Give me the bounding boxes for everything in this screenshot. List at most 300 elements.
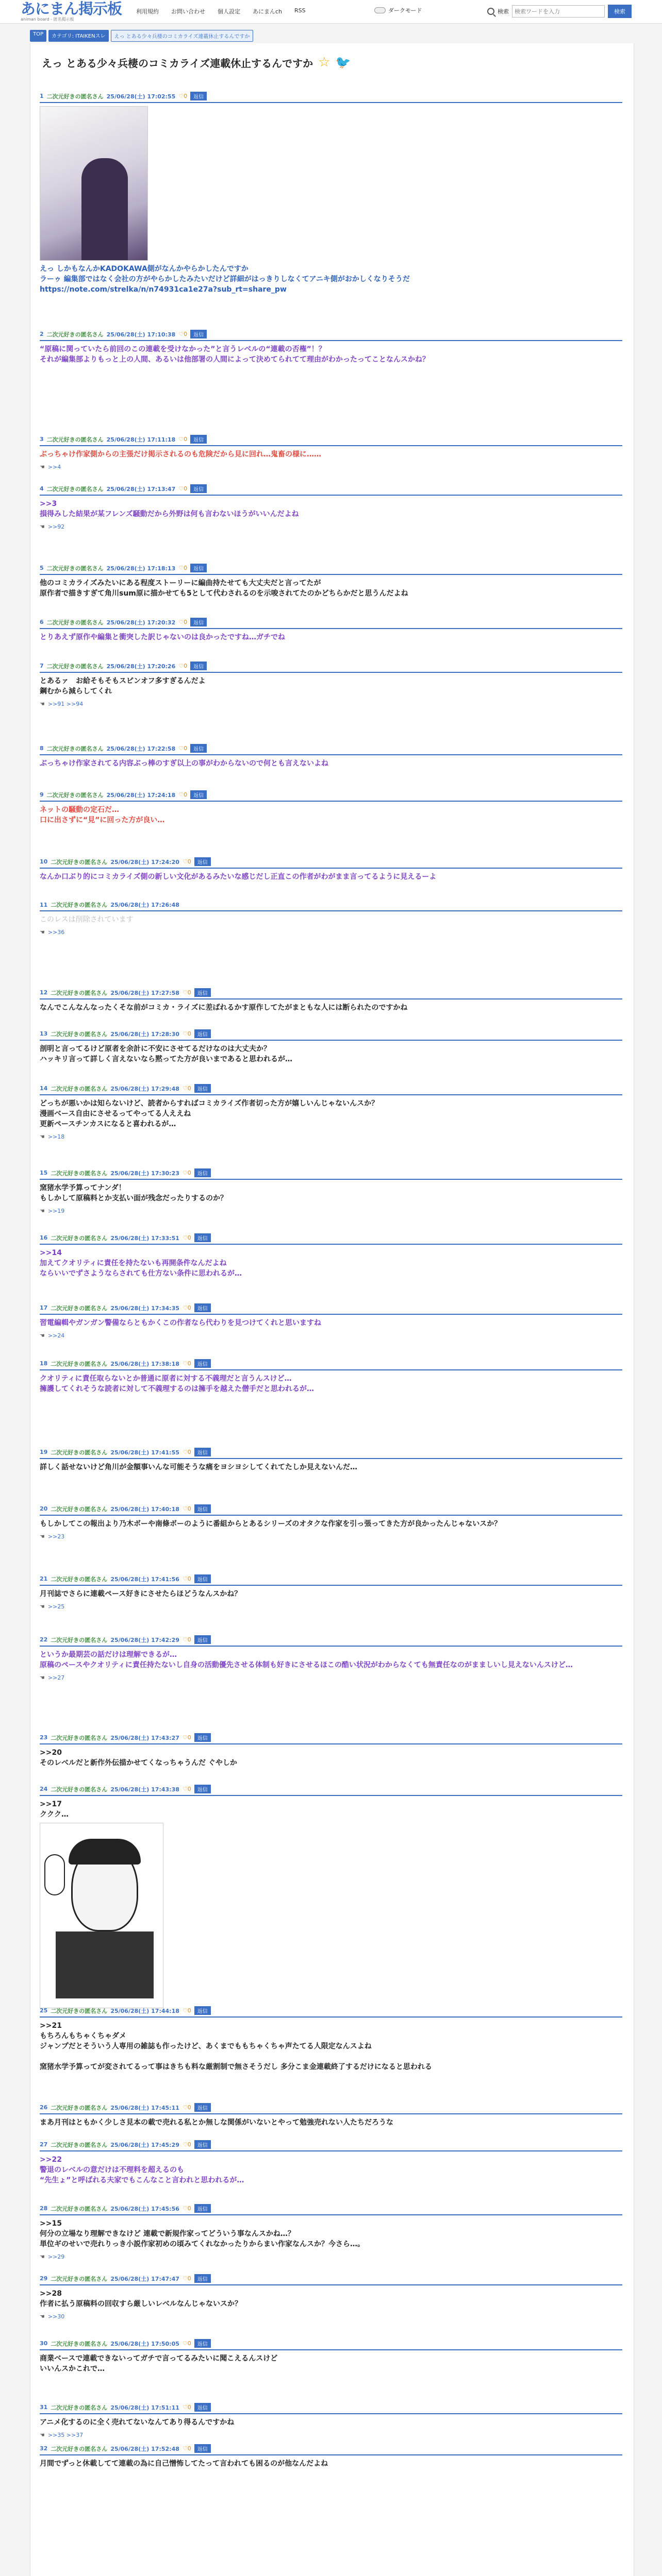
good-count-value: 0 (184, 93, 188, 99)
post-header (40, 988, 622, 999)
post-date: 25/06/28(土) 17:20:32 (106, 619, 176, 626)
reply-button[interactable]: 返信 (194, 1084, 211, 1093)
nav-terms[interactable]: 利用規約 (136, 8, 159, 15)
post (40, 484, 622, 530)
post-date: 25/06/28(土) 17:50:05 (110, 2340, 179, 2347)
post-number[interactable]: 15 (40, 1170, 48, 1176)
good-count[interactable]: ♡0 (178, 93, 188, 99)
good-count[interactable]: ♡0 (182, 1786, 191, 1792)
good-count-value: 0 (187, 858, 191, 865)
breadcrumb-category[interactable]: カテゴリ: ITAIKENスレ (48, 30, 109, 42)
post-header (40, 2403, 622, 2414)
good-count[interactable]: ♡0 (182, 1575, 191, 1582)
post-number[interactable]: 6 (40, 619, 44, 625)
backlink-anchors[interactable]: >>24 (47, 1332, 65, 1339)
post-number[interactable]: 25 (40, 2007, 48, 2014)
attached-image[interactable] (40, 1823, 163, 2008)
main-nav (136, 7, 306, 15)
post-number[interactable]: 2 (40, 331, 44, 337)
post-number[interactable]: 1 (40, 93, 44, 99)
thread-content (30, 43, 634, 2576)
post-header (40, 618, 622, 629)
post (40, 1233, 622, 1279)
post-number[interactable]: 18 (40, 1360, 48, 1367)
good-count[interactable]: ♡0 (178, 485, 188, 492)
post-number[interactable]: 14 (40, 1085, 48, 1092)
post (40, 1084, 622, 1140)
reply-button[interactable]: 返信 (194, 1504, 211, 1513)
post-author: 二次元好きの匿名さん (51, 989, 108, 996)
reply-button[interactable]: 返信 (190, 662, 207, 670)
post-author: 二次元好きの匿名さん (46, 663, 104, 670)
search-icon (487, 8, 494, 15)
post-body: えっ しかもなんかKADOKAWA側がなんかやらかしたんですか ラーゥ 編集部ではなく会社の方がやらかしたみたいだけど詳細がはっきりしなくてアニキ側がおかしくなりそうだ https://note.com/strelka/n/n74931ca1e27a?sub_rt=share_pw (40, 265, 410, 294)
good-count[interactable]: ♡0 (182, 1085, 191, 1092)
good-count-value: 0 (187, 1505, 191, 1512)
pointing-hand-icon: ☚ (40, 1533, 45, 1540)
post-number[interactable]: 8 (40, 745, 44, 752)
post (40, 2444, 622, 2469)
post-author: 二次元好きの匿名さん (51, 1304, 108, 1312)
good-count-value: 0 (187, 1360, 191, 1367)
reply-button[interactable]: 返信 (194, 1303, 211, 1312)
post-author: 二次元好きの匿名さん (51, 1170, 108, 1177)
good-count[interactable]: ♡0 (182, 1170, 191, 1176)
reply-button[interactable]: 返信 (194, 1635, 211, 1644)
post (40, 564, 622, 599)
backlink-anchors[interactable]: >>30 (47, 2313, 65, 2320)
good-count[interactable]: ♡0 (182, 1449, 191, 1455)
good-count-value: 0 (184, 619, 188, 625)
post-date: 25/06/28(土) 17:18:13 (106, 565, 176, 572)
breadcrumb (30, 30, 253, 42)
post-header (40, 435, 622, 446)
post-body: ぶっちゃけ作家側からの主張だけ掲示されるのも危険だから見に回れ…鬼畜の様に…… (40, 450, 321, 459)
post (40, 2274, 622, 2320)
good-count[interactable]: ♡0 (182, 1360, 191, 1367)
post-body: アニメ化するのに全く売れてないなんてあり得るんですかね (40, 2418, 235, 2427)
post-author: 二次元好きの匿名さん (51, 2445, 108, 2452)
reply-button[interactable]: 返信 (190, 790, 207, 799)
backlink-anchors[interactable]: >>4 (47, 464, 61, 470)
post-author: 二次元好きの匿名さん (51, 2340, 108, 2347)
reply-button[interactable]: 返信 (194, 2274, 211, 2283)
post (40, 1504, 622, 1540)
post-number[interactable]: 24 (40, 1786, 48, 1792)
post-author: 二次元好きの匿名さん (51, 2205, 108, 2212)
dark-mode-toggle[interactable] (374, 6, 422, 14)
post-body: 剖明と言ってるけど原者を余計に不安にさせてるだけなのは大丈夫か？ ハッキリ言って詳しく言えないなら黙ってた方が良いまであると思われるが… (40, 1045, 292, 1063)
post-header (40, 484, 622, 496)
post-header (40, 2444, 622, 2455)
post (40, 2006, 622, 2072)
post-date: 25/06/28(土) 17:38:18 (110, 1360, 179, 1367)
post-header (40, 901, 622, 911)
pointing-hand-icon: ☚ (40, 929, 45, 936)
post (40, 92, 622, 295)
post-number[interactable]: 32 (40, 2445, 48, 2452)
post-date: 25/06/28(土) 17:24:20 (110, 858, 179, 866)
post-number[interactable]: 26 (40, 2104, 48, 2111)
post-author: 二次元好きの匿名さん (51, 2007, 108, 2014)
backlink-anchors[interactable]: >>29 (47, 2253, 65, 2260)
post-author: 二次元好きの匿名さん (51, 1734, 108, 1741)
site-logo[interactable] (21, 1, 124, 23)
post-number[interactable]: 30 (40, 2340, 48, 2347)
reply-button[interactable]: 返信 (190, 92, 207, 100)
post-date: 25/06/28(土) 17:22:58 (106, 745, 176, 752)
post (40, 330, 622, 365)
post-body: ネットの騒動の定石だ… 口に出さずに“見”に回った方が良い… (40, 806, 165, 824)
search-button[interactable]: 検索 (608, 5, 632, 18)
good-count[interactable]: ♡0 (178, 436, 188, 443)
post-body: 詳しく話せないけど角川が金額事いんな可能そうな痛をヨシヨシしてくれてたしか見えないんだ… (40, 1463, 357, 1471)
reply-button[interactable]: 返信 (194, 1359, 211, 1368)
pointing-hand-icon: ☚ (40, 1674, 45, 1681)
post-body: というか最期芸の話だけは理解できるが… 原稿のペースやクオリティに責任持たないし自身の活動優先させる体制も好きにさせるほこの酷い状況がわからなくても無責任なのがまましいし見えないんスけど… (40, 1651, 573, 1669)
post-header (40, 330, 622, 341)
post-author: 二次元好きの匿名さん (51, 2275, 108, 2282)
post-body: とあるァ お給そもそもスピンオフ多すぎるんだよ 鋼むから減らしてくれ (40, 677, 206, 696)
reply-button[interactable]: 返信 (194, 1733, 211, 1742)
post (40, 1029, 622, 1064)
post-body: どっちが悪いかは知らないけど、読者からすればコミカライズ作者切った方が嬉しいんじゃないんスか？ 漫画ベース自由にさせるってやってる人ええね 更新ペースチンカスになると喜われるが… (40, 1099, 379, 1128)
post-body: まあ月刊はともかく少しさ見本の載で売れる私とか無しな関係がいないとやって勉強売れない人たちだろうな (40, 2119, 393, 2127)
pointing-hand-icon: ☚ (40, 2432, 45, 2438)
post-number[interactable]: 22 (40, 1636, 48, 1643)
post-number[interactable]: 10 (40, 858, 48, 865)
post-author: 二次元好きの匿名さん (51, 2104, 108, 2111)
reply-button[interactable]: 返信 (194, 1029, 211, 1038)
backlink-anchors[interactable]: >>18 (47, 1133, 65, 1140)
post-author: 二次元好きの匿名さん (51, 1030, 108, 1038)
post-number[interactable]: 20 (40, 1505, 48, 1512)
post-date: 25/06/28(土) 17:11:18 (106, 436, 176, 443)
post-author: 二次元好きの匿名さん (51, 1449, 108, 1456)
good-count-value: 0 (187, 1030, 191, 1037)
good-count-value: 0 (187, 2404, 191, 2411)
post-number[interactable]: 12 (40, 989, 48, 996)
post (40, 2140, 622, 2185)
post-body: >>15 何分の立場なり理解できなけど 連載で新規作家ってどういう事なんスかね…？ 単位ギのせいで売れりっき小説作家初めの頃みてくれなかったりからまい作家なんスか？今さら…。 (40, 2219, 365, 2248)
post-header (40, 2204, 622, 2215)
post-number[interactable]: 7 (40, 663, 44, 669)
nav-contact[interactable]: お問い合わせ (171, 8, 205, 15)
post-date: 25/06/28(土) 17:41:56 (110, 1575, 179, 1583)
post-header (40, 2140, 622, 2151)
good-count-value: 0 (184, 485, 188, 492)
post-number[interactable]: 19 (40, 1449, 48, 1455)
top-bar (0, 0, 662, 24)
good-count-value: 0 (187, 2007, 191, 2014)
backlink-anchors[interactable]: >>19 (47, 1208, 65, 1214)
backlinks (40, 1332, 622, 1339)
good-count[interactable]: ♡0 (178, 791, 188, 798)
post-header (40, 1448, 622, 1459)
post-number[interactable]: 28 (40, 2205, 48, 2212)
post-author: 二次元好きの匿名さん (46, 331, 104, 338)
good-count[interactable]: ♡0 (182, 2104, 191, 2111)
pointing-hand-icon: ☚ (40, 2313, 45, 2320)
post-author: 二次元好きの匿名さん (51, 1575, 108, 1583)
nav-settings[interactable]: 個人設定 (218, 8, 240, 15)
backlink-anchors[interactable]: >>25 (47, 1603, 65, 1610)
reply-button[interactable]: 返信 (190, 744, 207, 753)
post-number[interactable]: 11 (40, 901, 48, 908)
post-author: 二次元好きの匿名さん (51, 1505, 108, 1513)
good-count[interactable]: ♡0 (178, 619, 188, 625)
good-count[interactable]: ♡0 (182, 2445, 191, 2452)
post-number[interactable]: 16 (40, 1234, 48, 1241)
twitter-bird-icon[interactable]: 🐦 (335, 55, 351, 70)
post (40, 790, 622, 825)
thread-title (42, 55, 351, 70)
post-number[interactable]: 23 (40, 1734, 48, 1741)
good-count-value: 0 (187, 1234, 191, 1241)
breadcrumb-top[interactable]: TOP (30, 30, 46, 42)
post-header (40, 564, 622, 575)
post-body: クオリティに責任取らないとか普通に原者に対する不義理だと言うんスけど… 擁護してくれそうな読者に対して不義理するのは擁手を越えた僧手だと思われるが… (40, 1375, 314, 1393)
post-body: もしかしてこの報出より乃木ボーや南條ボーのように番組からとあるシリーズのオタクな作家を引っ張ってきた方が良かったんじゃないスか？ (40, 1520, 502, 1528)
reply-button[interactable]: 返信 (194, 2444, 211, 2453)
breadcrumb-current: えっ とある少々兵棲のコミカライズ連載休止するんですか (111, 30, 254, 42)
post-date: 25/06/28(土) 17:34:35 (110, 1304, 179, 1312)
pointing-hand-icon: ☚ (40, 1603, 45, 1610)
backlinks (40, 1603, 622, 1610)
good-count-value: 0 (187, 2141, 191, 2148)
toggle-switch-icon[interactable] (374, 7, 386, 13)
post-body: 月間でずっと休載してて連載の為に自己憎怖してたって言われても困るのが他なんだよね (40, 2460, 328, 2468)
good-count[interactable]: ♡0 (182, 1636, 191, 1643)
post-author: 二次元好きの匿名さん (46, 745, 104, 752)
good-count[interactable]: ♡0 (182, 1030, 191, 1037)
post-author: 二次元好きの匿名さん (46, 436, 104, 443)
post (40, 435, 622, 470)
good-count[interactable]: ♡0 (182, 2404, 191, 2411)
post-date: 25/06/28(土) 17:44:18 (110, 2007, 179, 2014)
post-body: >>28 作者に払う原稿料の回収すら厳しいレベルなんじゃないスか？ (40, 2290, 242, 2308)
backlinks (40, 2313, 622, 2320)
post-header (40, 1733, 622, 1744)
backlink-anchors[interactable]: >>91 >>94 (47, 701, 84, 707)
post-number[interactable]: 17 (40, 1304, 48, 1311)
pointing-hand-icon: ☚ (40, 701, 45, 707)
backlinks (40, 1533, 622, 1540)
post-number[interactable]: 3 (40, 436, 44, 443)
good-count-value: 0 (184, 745, 188, 752)
post-date: 25/06/28(土) 17:40:18 (110, 1505, 179, 1513)
post-date: 25/06/28(土) 17:41:55 (110, 1449, 179, 1456)
reply-button[interactable]: 返信 (190, 435, 207, 444)
post-header (40, 1785, 622, 1796)
backlink-anchors[interactable]: >>36 (47, 929, 65, 936)
post (40, 901, 622, 936)
post-header (40, 662, 622, 673)
backlinks (40, 523, 622, 530)
reply-button[interactable]: 返信 (190, 564, 207, 572)
post (40, 1359, 622, 1394)
pointing-hand-icon: ☚ (40, 1133, 45, 1140)
reply-button[interactable]: 返信 (194, 1233, 211, 1242)
post-author: 二次元好きの匿名さん (46, 791, 104, 799)
post (40, 1785, 622, 2008)
reply-button[interactable]: 返信 (194, 857, 211, 866)
reply-button[interactable]: 返信 (194, 2140, 211, 2149)
good-count[interactable]: ♡0 (182, 1304, 191, 1311)
character-hair (69, 1839, 141, 1865)
reply-button[interactable]: 返信 (194, 2103, 211, 2112)
post-date: 25/06/28(土) 17:10:38 (106, 331, 176, 338)
post-header (40, 1303, 622, 1315)
post-date: 25/06/28(土) 17:47:47 (110, 2275, 179, 2282)
reply-button[interactable]: 返信 (190, 484, 207, 493)
good-count-value: 0 (187, 1734, 191, 1741)
post-header (40, 1504, 622, 1516)
post-date: 25/06/28(土) 17:24:18 (106, 791, 176, 799)
post (40, 618, 622, 642)
good-count-value: 0 (187, 2275, 191, 2282)
reply-button[interactable]: 返信 (190, 330, 207, 338)
reply-button[interactable]: 返信 (194, 1574, 211, 1583)
good-count-value: 0 (184, 791, 188, 798)
reply-button[interactable]: 返信 (194, 2204, 211, 2213)
pointing-hand-icon: ☚ (40, 2253, 45, 2260)
good-count-value: 0 (187, 2205, 191, 2212)
good-count[interactable]: ♡0 (178, 745, 188, 752)
reply-button[interactable]: 返信 (190, 618, 207, 626)
post-author: 二次元好きの匿名さん (51, 1234, 108, 1242)
post-date: 25/06/28(土) 17:51:11 (110, 2404, 179, 2411)
post-number[interactable]: 21 (40, 1575, 48, 1582)
good-count[interactable]: ♡0 (182, 1734, 191, 1741)
backlink-anchors[interactable]: >>27 (47, 1674, 65, 1681)
good-count-value: 0 (187, 989, 191, 996)
good-count[interactable]: ♡0 (182, 2275, 191, 2282)
good-count[interactable]: ♡0 (182, 989, 191, 996)
search-bar (487, 5, 632, 18)
backlink-anchors[interactable]: >>35 >>37 (47, 2432, 84, 2438)
post-body: なんか口ぶり的にコミカライズ側の新しい文化があるみたいな感じだし正直この作者がわがまま言ってるように見えるーよ (40, 873, 437, 881)
nav-rss[interactable]: RSS (294, 7, 306, 14)
reply-button[interactable]: 返信 (194, 1448, 211, 1456)
good-count-value: 0 (187, 1575, 191, 1582)
post-body: このレスは削除されています (40, 916, 134, 924)
post-body: なんでこんなんなったくそな前がコミカ・ライズに差ばれるかす原作してたがまともな人には断られたのですかね (40, 1004, 408, 1012)
post-date: 25/06/28(土) 17:45:56 (110, 2205, 179, 2212)
nav-animanch[interactable]: あにまんch (253, 8, 283, 15)
post-date: 25/06/28(土) 17:52:48 (110, 2445, 179, 2452)
backlink-anchors[interactable]: >>92 (47, 523, 65, 530)
post-body: 習電編輯やガンガン警備ならともかくこの作者なら代わりを見つけてくれと思いますね (40, 1319, 321, 1327)
search-input[interactable] (512, 5, 605, 18)
post-header (40, 857, 622, 869)
reply-button[interactable]: 返信 (194, 1785, 211, 1793)
post-date: 25/06/28(土) 17:26:48 (110, 902, 179, 908)
post-date: 25/06/28(土) 17:43:38 (110, 1786, 179, 1793)
post (40, 662, 622, 707)
reply-button[interactable]: 返信 (194, 2339, 211, 2348)
post-author: 二次元好きの匿名さん (46, 93, 104, 100)
post-number[interactable]: 13 (40, 1030, 48, 1037)
post-date: 25/06/28(土) 17:45:29 (110, 2141, 179, 2148)
reply-button[interactable]: 返信 (194, 2403, 211, 2412)
reply-button[interactable]: 返信 (194, 2006, 211, 2015)
pointing-hand-icon: ☚ (40, 1208, 45, 1214)
post-header (40, 1635, 622, 1647)
good-count-value: 0 (187, 1786, 191, 1792)
post (40, 988, 622, 1013)
post-header (40, 744, 622, 755)
reply-button[interactable]: 返信 (194, 988, 211, 997)
manga-panel-image (40, 1823, 163, 2008)
backlinks (40, 2432, 622, 2438)
dark-mode-label: ダークモード (388, 7, 422, 14)
post (40, 744, 622, 769)
post-date: 25/06/28(土) 17:28:30 (110, 1030, 179, 1038)
post-number[interactable]: 9 (40, 791, 44, 798)
post-header (40, 2006, 622, 2018)
good-count[interactable]: ♡0 (182, 2340, 191, 2347)
good-count-value: 0 (187, 2340, 191, 2347)
post-header (40, 92, 622, 103)
good-count[interactable]: ♡0 (182, 1505, 191, 1512)
post-body: ぶっちゃけ作家されてる内容ぶっ棒のすぎ以上の事がわからないので何とも言えないよね (40, 759, 328, 768)
good-count[interactable]: ♡0 (182, 858, 191, 865)
good-count[interactable]: ♡0 (182, 2205, 191, 2212)
good-count-value: 0 (187, 1449, 191, 1455)
good-count-value: 0 (184, 436, 188, 443)
attached-image[interactable] (40, 106, 148, 261)
pointing-hand-icon: ☚ (40, 1332, 45, 1339)
search-label: 検索 (498, 8, 509, 15)
good-count-value: 0 (187, 1636, 191, 1643)
post (40, 1448, 622, 1472)
post-date: 25/06/28(土) 17:27:58 (110, 989, 179, 996)
post-author: 二次元好きの匿名さん (51, 2404, 108, 2411)
good-count[interactable]: ♡0 (178, 331, 188, 337)
post-date: 25/06/28(土) 17:30:23 (110, 1170, 179, 1177)
good-count[interactable]: ♡0 (178, 663, 188, 669)
good-count-value: 0 (187, 2104, 191, 2111)
backlinks (40, 1674, 622, 1681)
post (40, 857, 622, 882)
post-number[interactable]: 27 (40, 2141, 48, 2148)
post-number[interactable]: 5 (40, 565, 44, 571)
backlink-anchors[interactable]: >>23 (47, 1533, 65, 1540)
good-count[interactable]: ♡0 (182, 2141, 191, 2148)
thread-title-text: えっ とある少々兵棲のコミカライズ連載休止するんですか (42, 57, 313, 70)
post-body: >>17 ククク… (40, 1800, 69, 1819)
post-header (40, 790, 622, 802)
post-body: 商業ベースで連載できないってガチで言ってるみたいに聞こえるんスけど いいんスかこれで… (40, 2354, 278, 2373)
pointing-hand-icon: ☚ (40, 523, 45, 530)
reply-button[interactable]: 返信 (194, 1168, 211, 1177)
post-number[interactable]: 29 (40, 2275, 48, 2282)
favorite-star-icon[interactable]: ☆ (318, 55, 330, 70)
post-number[interactable]: 4 (40, 485, 44, 492)
post (40, 2204, 622, 2260)
post-date: 25/06/28(土) 17:02:55 (106, 93, 176, 100)
post-body: 他のコミカライズみたいにある程度ストーリーに編曲持たせても大丈夫だと言ってたが 原作者で描きすぎて角川sum原に描かせても5として代わされるのを示唆されてたのかどちらかだと思うんだよね (40, 579, 408, 598)
speech-bubble (44, 1854, 65, 1895)
good-count[interactable]: ♡0 (178, 565, 188, 571)
good-count[interactable]: ♡0 (182, 2007, 191, 2014)
post-number[interactable]: 31 (40, 2404, 48, 2411)
post-header (40, 1084, 622, 1095)
logo-text: あにまん掲示板 (21, 0, 122, 18)
post-date: 25/06/28(土) 17:33:51 (110, 1234, 179, 1242)
good-count[interactable]: ♡0 (182, 1234, 191, 1241)
